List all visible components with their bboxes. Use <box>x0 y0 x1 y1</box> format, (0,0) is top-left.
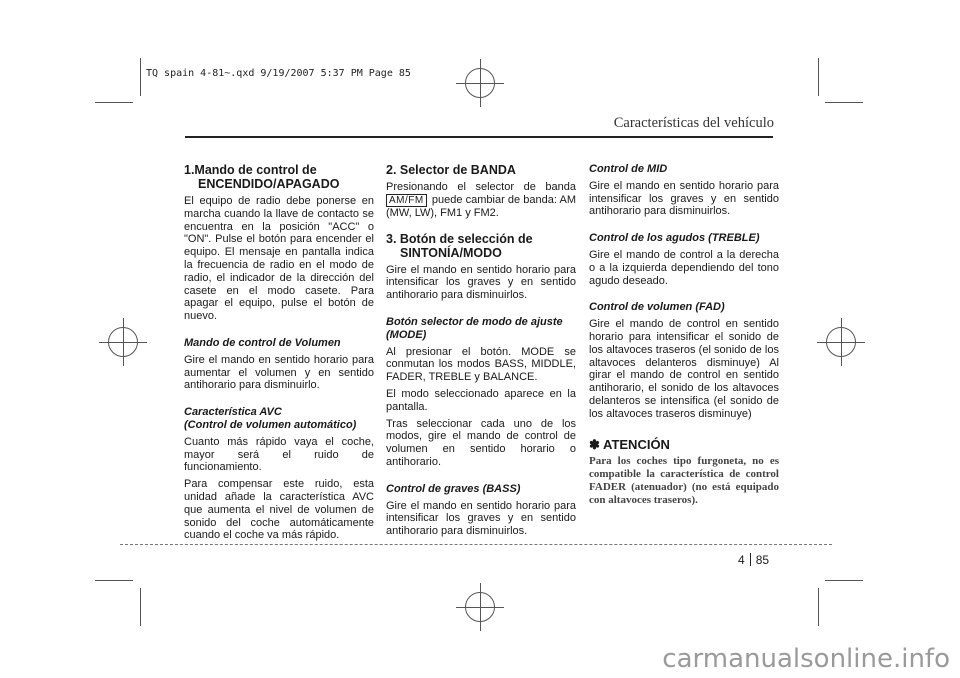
heading-line: ENCENDIDO/APAGADO <box>198 177 340 191</box>
subheading-line: Botón selector de modo de ajuste <box>386 315 563 328</box>
paragraph: Gire el mando en sentido horario para intensificar los graves y en sentido antihorario para disminuirlos. <box>386 263 576 302</box>
page-number-divider <box>750 553 751 566</box>
section-heading-power <box>184 163 374 191</box>
registration-mark-icon <box>465 592 495 622</box>
paragraph <box>386 181 576 220</box>
page-number-value: 85 <box>755 553 770 567</box>
warning-title: ✽ ATENCIÓN <box>589 436 670 452</box>
section-heading-band: 2. Selector de BANDA <box>386 163 516 177</box>
paragraph: Gire el mando de control a la derecha o a la izquierda dependiendo del tono agudo deseado. <box>589 248 779 287</box>
text-run: puede cambiar de banda: AM (MW, LW), FM1 y FM2. <box>386 193 576 219</box>
registration-mark-icon <box>465 68 495 98</box>
heading-line: SINTONÍA/MODO <box>400 245 502 260</box>
am-fm-button-icon: AM/FM <box>386 194 427 207</box>
heading-line: 1.Mando de control de <box>184 163 317 177</box>
subheading-avc <box>184 406 374 432</box>
text-run: Presionando el selector de banda <box>386 181 576 193</box>
print-slug: TQ spain 4-81~.qxd 9/19/2007 5:37 PM Page 85 <box>146 68 411 79</box>
paragraph: Gire el mando en sentido horario para aumentar el volumen y en sentido antihorario para disminuirlo. <box>184 353 374 392</box>
paragraph: Tras seleccionar cada uno de los modos, gire el mando de control de volumen en sentido horario o antihorario. <box>386 417 576 468</box>
crop-mark <box>95 580 133 581</box>
subheading-fad: Control de volumen (FAD) <box>589 301 725 314</box>
paragraph: El modo seleccionado aparece en la pantalla. <box>386 387 576 413</box>
paragraph: Gire el mando en sentido horario para intensificar los graves y en sentido antihorario para disminuirlos. <box>589 179 779 218</box>
registration-mark-icon <box>826 327 856 357</box>
heading-line: 3. Botón de selección de <box>386 231 533 246</box>
subheading-line: (Control de volumen automático) <box>184 418 357 431</box>
crop-mark <box>140 588 141 626</box>
crop-mark <box>825 580 863 581</box>
subheading-bass: Control de graves (BASS) <box>386 482 521 495</box>
crop-mark <box>818 588 819 626</box>
paragraph: Gire el mando de control en sentido horario para intensificar el sonido de los altavoces traseros (el sonido de los altavoces delanteros disminuye) Al girar el mando de control en sentido antihorario, el sonido de los altavoces delanteros se intensifica (el sonido de los altavoces traseros disminuye) <box>589 318 779 420</box>
subheading-mid: Control de MID <box>589 163 668 175</box>
crop-mark <box>140 58 141 96</box>
registration-mark-icon <box>108 327 138 357</box>
paragraph: Cuanto más rápido vaya el coche, mayor será el ruido de funcionamiento. <box>184 435 374 474</box>
header-rule <box>185 136 773 138</box>
paragraph: Al presionar el botón. MODE se conmutan los modos BASS, MIDDLE, FADER, TREBLE y BALANCE. <box>386 345 576 384</box>
chapter-number: 4 <box>738 553 745 567</box>
subheading-line: Característica AVC <box>184 406 282 419</box>
paragraph: El equipo de radio debe ponerse en marcha cuando la llave de contacto se encuentra en la posición "ACC" o "ON". Pulse el botón para encender el equipo. El mensaje en pantalla indica la frecuencia de radio en el modo de radio, el indicador de la dirección del casete en el modo casete. Para apagar el equipo, pulse el botón de nuevo. <box>184 195 374 323</box>
column-3 <box>589 163 779 507</box>
column-2 <box>386 163 576 538</box>
watermark: carmanualsonline.info <box>662 644 950 674</box>
crop-mark <box>818 58 819 96</box>
subheading-treble: Control de los agudos (TREBLE) <box>589 232 760 245</box>
column-1 <box>184 163 374 542</box>
warning-text: Para los coches tipo furgoneta, no es compatible la característica de control FADER (atenuador) (no está equipado con altavoces traseros). <box>589 455 779 506</box>
subheading-line: (MODE) <box>386 328 427 341</box>
subheading-mode <box>386 316 576 342</box>
page-number <box>738 553 769 567</box>
section-heading-tune <box>386 232 576 260</box>
paragraph: Para compensar este ruido, esta unidad añade la característica AVC que aumenta el nivel de volumen de sonido del coche automáticamente cuando el coche va más rápido. <box>184 478 374 542</box>
crop-mark <box>95 102 133 103</box>
footer-rule <box>120 544 832 545</box>
subheading-volume: Mando de control de Volumen <box>184 336 341 349</box>
page-header-title: Características del vehículo <box>613 115 774 131</box>
paragraph: Gire el mando en sentido horario para intensificar los graves y en sentido antihorario para disminuirlos. <box>386 499 576 538</box>
crop-mark <box>825 102 863 103</box>
